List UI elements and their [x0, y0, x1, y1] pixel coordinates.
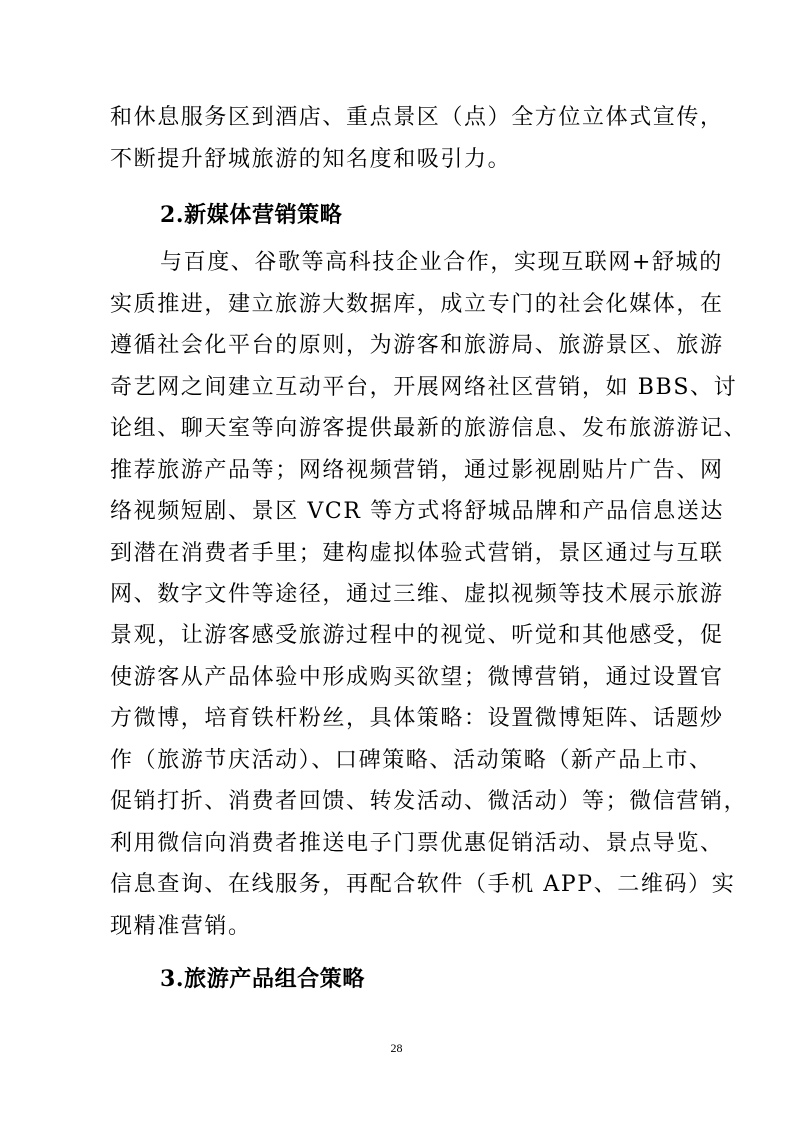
paragraph-line: 景观，让游客感受旅游过程中的视觉、听觉和其他感受，促 [110, 623, 724, 648]
paragraph-line: 到潜在消费者手里；建构虚拟体验式营销，景区通过与互联 [110, 541, 724, 566]
paragraph-line: 实质推进，建立旅游大数据库，成立专门的社会化媒体，在 [110, 292, 724, 317]
paragraph-line: 信息查询、在线服务，再配合软件（手机 APP、二维码）实 [110, 872, 736, 897]
paragraph-line: 推荐旅游产品等；网络视频营销，通过影视剧贴片广告、网 [110, 458, 724, 483]
paragraph-line: 方微博，培育铁杆粉丝，具体策略：设置微博矩阵、话题炒 [110, 706, 724, 731]
paragraph-line: 络视频短剧、景区 VCR 等方式将舒城品牌和产品信息送达 [110, 499, 725, 524]
paragraph-line: 和休息服务区到酒店、重点景区（点）全方位立体式宣传， [110, 105, 724, 130]
paragraph-line: 不断提升舒城旅游的知名度和吸引力。 [110, 147, 512, 172]
paragraph-line: 与百度、谷歌等高科技企业合作，实现互联网+舒城的 [160, 250, 723, 275]
section-heading: 3.旅游产品组合策略 [160, 966, 365, 992]
paragraph-line: 现精准营销。 [110, 914, 252, 939]
paragraph-line: 网、数字文件等途径，通过三维、虚拟视频等技术展示旅游 [110, 582, 724, 607]
section-heading: 2.新媒体营销策略 [160, 202, 343, 228]
paragraph-line: 促销打折、消费者回馈、转发活动、微活动）等；微信营销， [110, 789, 748, 814]
paragraph-line: 奇艺网之间建立互动平台，开展网络社区营销，如 BBS、讨 [110, 375, 738, 400]
paragraph-line: 论组、聊天室等向游客提供最新的旅游信息、发布旅游游记、 [110, 416, 748, 441]
paragraph-line: 使游客从产品体验中形成购买欲望；微博营销，通过设置官 [110, 665, 724, 690]
paragraph-line: 利用微信向消费者推送电子门票优惠促销活动、景点导览、 [110, 831, 724, 856]
paragraph-line: 遵循社会化平台的原则，为游客和旅游局、旅游景区、旅游 [110, 333, 724, 358]
paragraph-line: 作（旅游节庆活动）、口碑策略、活动策略（新产品上市、 [110, 748, 713, 773]
page-number: 28 [390, 1041, 403, 1055]
